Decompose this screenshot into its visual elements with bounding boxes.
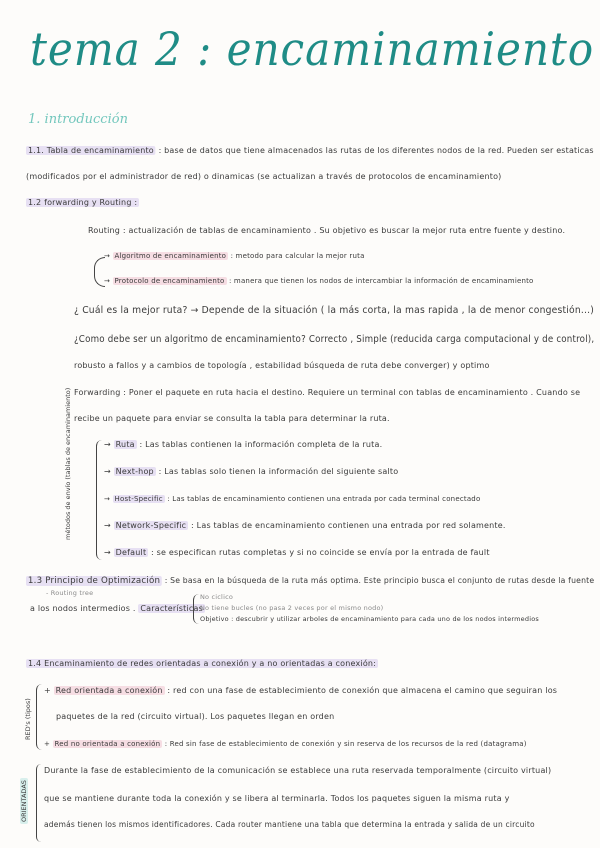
metodo-item: → Default : se especifican rutas completas y si no coincide se envía por la entrada de fault — [104, 548, 490, 557]
routing-line: Routing : actualización de tablas de encaminamiento . Su objetivo es buscar la mejor ruta entre fuente y destino. — [88, 226, 566, 235]
s11-line1 — [26, 146, 594, 156]
robusto-line: robusto a fallos y a cambios de topología , estabilidad búsqueda de ruta debe converger) y optimo — [74, 361, 490, 370]
s13-line1 — [26, 576, 594, 586]
s14-label: 1.4 Encaminamiento de redes orientadas a conexión y a no orientadas a conexión: — [28, 659, 377, 668]
s11-text2: (modificados por el administrador de red) o dinamicas (se actualizan a través de protocolos de encaminamiento) — [26, 172, 502, 181]
caracteristica-item: No tiene bucles (no pasa 2 veces por el mismo nodo) — [200, 604, 384, 612]
s11-text1: : base de datos que tiene almacenados las rutas de los diferentes nodos de la red. Pueden ser estaticas — [158, 146, 594, 155]
orientadas-side-label: ORIENTADAS — [20, 780, 28, 822]
algoritmo-label: Algoritmo de encaminamiento — [114, 252, 227, 260]
forwarding-line2: recibe un paquete para enviar se consulta la tabla para determinar la ruta. — [74, 414, 390, 423]
s13-text1: : Se basa en la búsqueda de la ruta más optima. Este principio busca el conjunto de rutas desde la fuente — [164, 576, 595, 585]
s13-label: 1.3 Principio de Optimización — [27, 576, 161, 586]
metodos-brace — [96, 440, 103, 560]
orientadas-line3: además tienen los mismos identificadores. Cada router mantiene una tabla que determina la entrada y salida de un circuito — [44, 820, 535, 829]
protocolo-label: Protocolo de encaminamiento — [114, 277, 225, 285]
metodos-side-label: métodos de envío (tablas de encaminamiento) — [64, 387, 72, 540]
algoritmo-text: : metodo para calcular la mejor ruta — [230, 252, 365, 260]
s13-line2 — [30, 604, 205, 614]
s13-text2: a los nodos intermedios . — [30, 604, 136, 613]
como-debe-line: ¿Como debe ser un algoritmo de encaminamiento? Correcto , Simple (reducida carga computacional y de control), — [74, 334, 595, 345]
redes-brace — [36, 684, 43, 750]
section-title-introduccion: 1. introducción — [28, 112, 128, 127]
redes-tipos-side-label: RED's (tipos) — [24, 698, 32, 740]
s12-label: 1.2 forwarding y Routing : — [28, 198, 138, 207]
orientadas-brace — [36, 764, 41, 842]
metodo-item: → Next-hop : Las tablas solo tienen la información del siguiente salto — [104, 467, 399, 476]
page-title: tema 2 : encaminamiento — [30, 22, 595, 76]
metodo-item: → Host-Specific : Las tablas de encaminamiento contienen una entrada por cada terminal conectado — [104, 495, 481, 503]
caracteristicas-label: Características — [140, 604, 203, 613]
caracteristicas-brace — [193, 594, 199, 624]
red-no-orientada-label: Red no orientada a conexión — [54, 740, 161, 748]
orientadas-line2: que se mantiene durante toda la conexión y se libera al terminarla. Todos los paquetes siguen la misma ruta y — [44, 794, 510, 803]
metodo-item: → Network-Specific : Las tablas de encaminamiento contienen una entrada por red solamente. — [104, 521, 506, 530]
caracteristica-item: Objetivo : descubrir y utilizar arboles de encaminamiento para cada uno de los nodos intermedios — [200, 615, 539, 623]
mejor-ruta-line: ¿ Cuál es la mejor ruta? → Depende de la situación ( la más corta, la mas rapida , la de menor congestión...) — [74, 305, 594, 316]
red-orientada-label: Red orientada a conexión — [55, 686, 163, 695]
red-orientada-line2: paquetes de la red (circuito virtual). Los paquetes llegan en orden — [56, 712, 335, 721]
orientadas-line1: Durante la fase de establecimiento de la comunicación se establece una ruta reservada temporalmente (circuito virtual) — [44, 766, 552, 775]
caracteristica-item: No ciclico — [200, 593, 234, 601]
forwarding-line1: Forwarding : Poner el paquete en ruta hacia el destino. Requiere un terminal con tablas de encaminamiento . Cuando se — [74, 388, 581, 397]
red-orientada-line: + Red orientada a conexión : red con una fase de establecimiento de conexión que almacena el camino que seguiran los — [44, 686, 558, 695]
red-no-orientada-line: + Red no orientada a conexión : Red sin fase de establecimiento de conexión y sin reserva de los recursos de la red (datagrama) — [44, 740, 527, 748]
metodo-item: → Ruta : Las tablas contienen la información completa de la ruta. — [104, 440, 383, 449]
algoritmo-line: → Algoritmo de encaminamiento : metodo para calcular la mejor ruta — [104, 252, 365, 260]
s11-label: 1.1. Tabla de encaminamiento — [27, 146, 154, 155]
protocolo-text: : manera que tienen los nodos de intercambiar la información de encaminamiento — [228, 277, 534, 285]
routing-tree-note: - Routing tree — [46, 589, 94, 597]
protocolo-line: → Protocolo de encaminamiento : manera que tienen los nodos de intercambiar la información de encaminamiento — [104, 277, 534, 285]
